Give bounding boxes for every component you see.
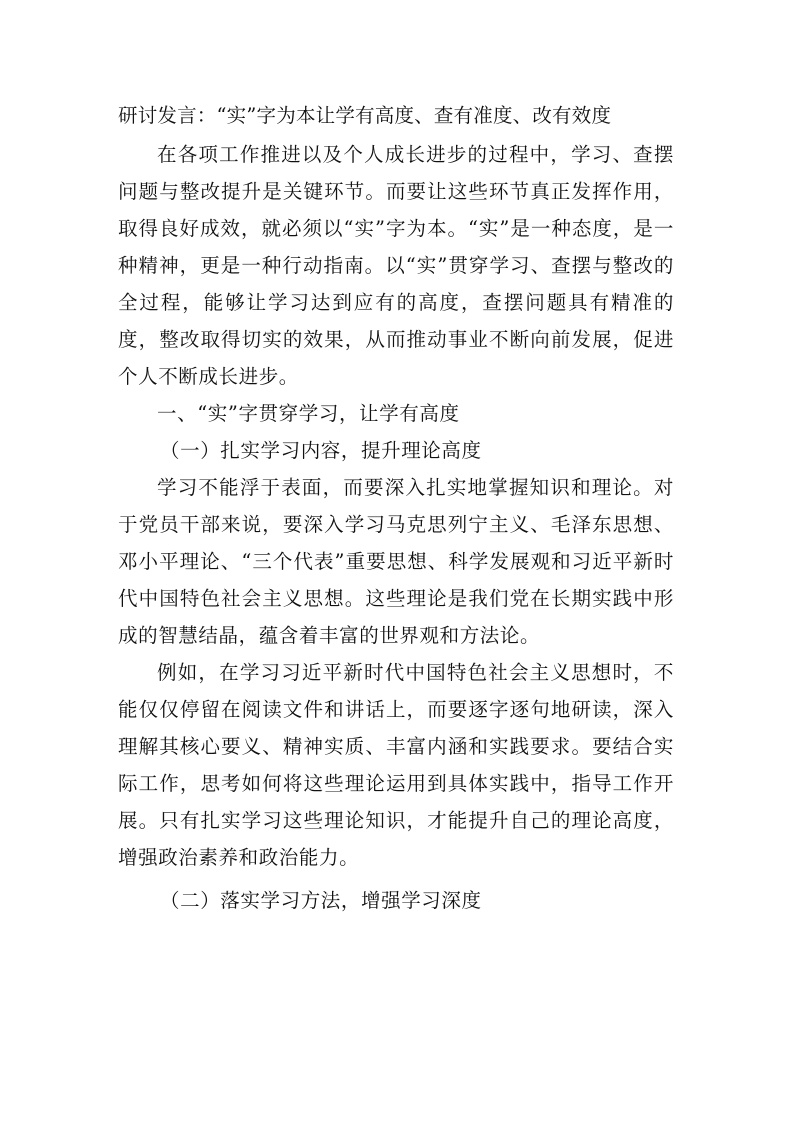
section-heading-1: 一、“实”字贯穿学习，让学有高度 [157, 402, 460, 425]
body-paragraph-1: 学习不能浮于表面，而要深入扎实地掌握知识和理论。对于党员干部来说，要深入学习马克思列宁主义、毛泽东思想、邓小平理论、“三个代表”重要思想、科学发展观和习近平新时代中国特色社会主义思想。这些理论是我们党在长期实践中形成的智慧结晶，蕴含着丰富的世界观和方法论。 [118, 476, 674, 647]
document-title: 研讨发言：“实”字为本让学有高度、查有准度、改有效度 [118, 104, 612, 127]
body-paragraph-2: 例如，在学习习近平新时代中国特色社会主义思想时，不能仅仅停留在阅读文件和讲话上，而要逐字逐句地研读，深入理解其核心要义、精神实质、丰富内涵和实践要求。要结合实际工作，思考如何将这些理论运用到具体实践中，指导工作开展。只有扎实学习这些理论知识，才能提升自己的理论高度，增强政治素养和政治能力。 [118, 661, 674, 869]
intro-paragraph: 在各项工作推进以及个人成长进步的过程中，学习、查摆问题与整改提升是关键环节。而要让这些环节真正发挥作用，取得良好成效，就必须以“实”字为本。“实”是一种态度，是一种精神，更是一种行动指南。以“实”贯穿学习、查摆与整改的全过程，能够让学习达到应有的高度，查摆问题具有精准的度，整改取得切实的效果，从而推动事业不断向前发展，促进个人不断成长进步。 [118, 143, 674, 388]
subsection-heading-1: （一）扎实学习内容，提升理论高度 [160, 439, 482, 462]
document-page [118, 96, 674, 919]
subsection-heading-2: （二）落实学习方法，增强学习深度 [160, 889, 482, 912]
